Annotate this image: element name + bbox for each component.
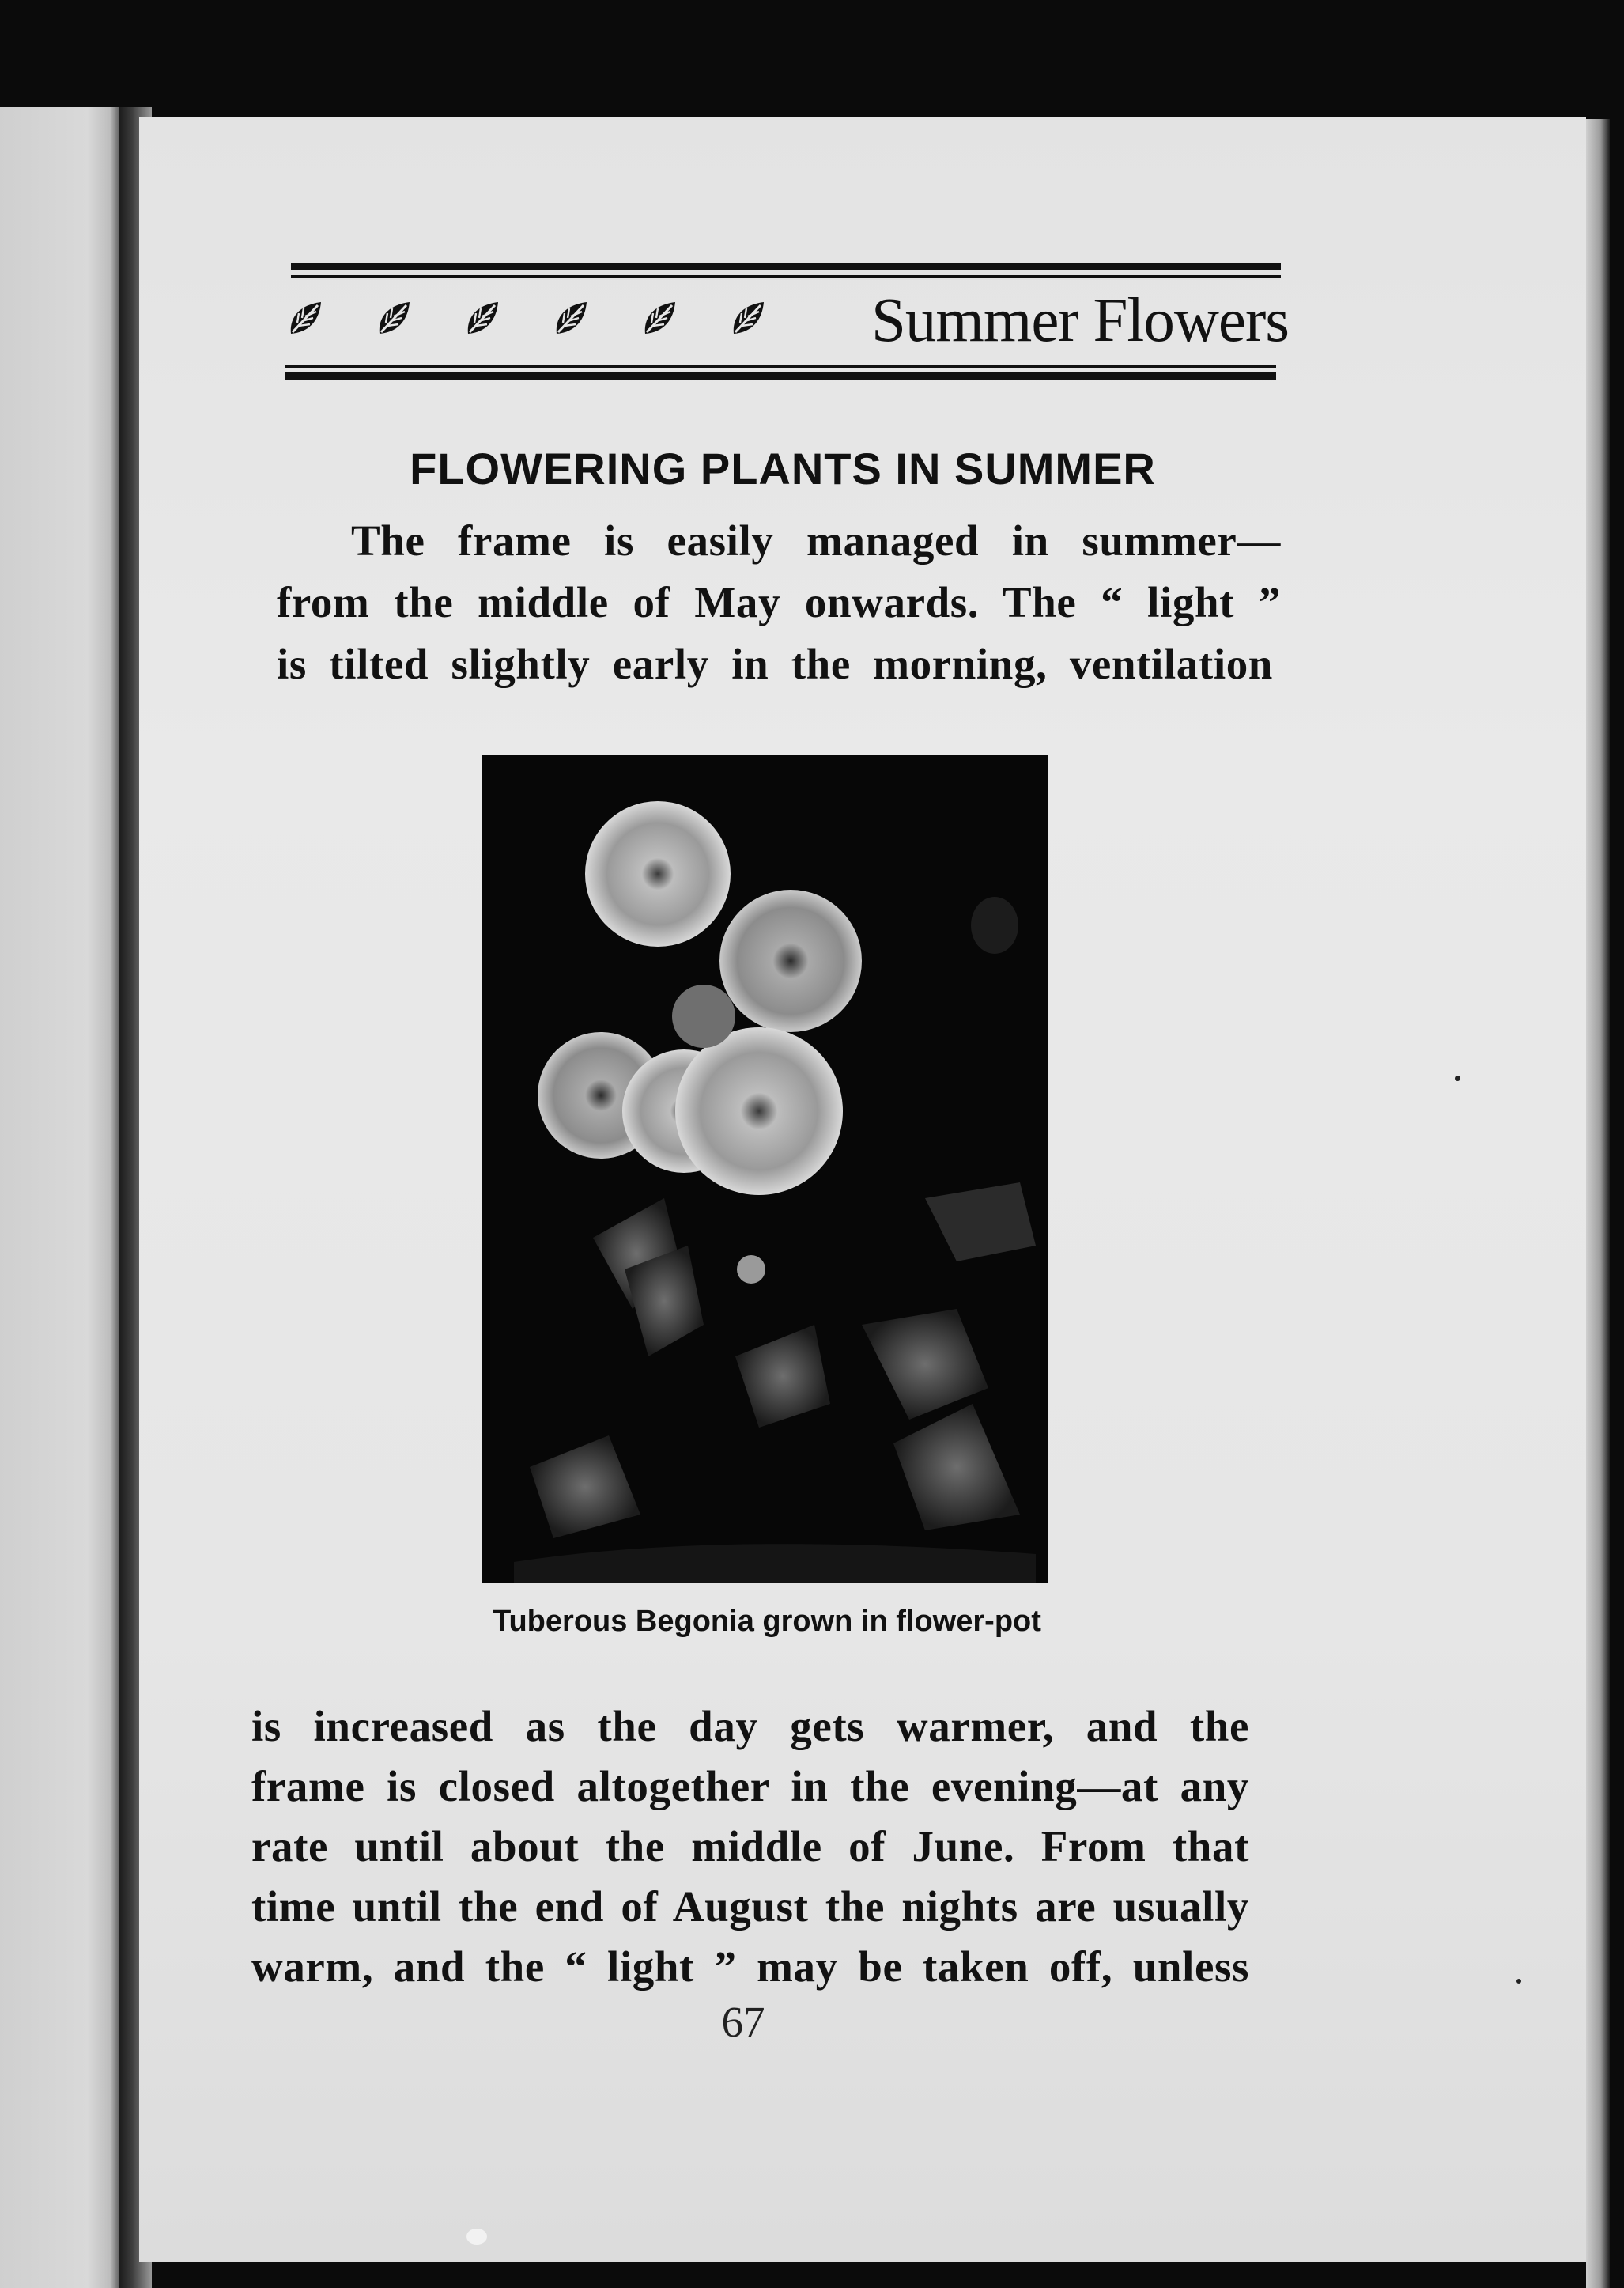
leaf-icon bbox=[286, 299, 326, 338]
header-rule-bottom bbox=[285, 372, 1276, 380]
leaf-icon bbox=[552, 299, 591, 338]
leaf-icon bbox=[375, 299, 414, 338]
leaf-icon bbox=[463, 299, 503, 338]
running-head: Summer Flowers bbox=[871, 286, 1289, 355]
header-rule-top-thin bbox=[291, 275, 1281, 278]
scan-speck bbox=[1455, 1076, 1460, 1081]
body-line: is tilted slightly early in the morning, ventilation bbox=[277, 640, 1273, 688]
leaf-icon bbox=[640, 299, 680, 338]
left-page-edge bbox=[0, 107, 125, 2288]
leaf-ornament-row bbox=[286, 293, 792, 345]
body-line: The frame is easily managed in summer— bbox=[351, 516, 1281, 565]
figure-caption: Tuberous Begonia grown in flower-pot bbox=[493, 1605, 1041, 1638]
header-rule-bottom-thin bbox=[285, 365, 1276, 368]
scan-speck bbox=[466, 2229, 487, 2245]
page-number: 67 bbox=[721, 1998, 765, 2046]
section-heading: FLOWERING PLANTS IN SUMMER bbox=[410, 444, 1156, 494]
body-line: from the middle of May onwards. The “ light ” bbox=[277, 578, 1281, 626]
body-line: frame is closed altogether in the evening—at any bbox=[251, 1762, 1249, 1810]
leaf-icon bbox=[729, 299, 769, 338]
header-rule-top bbox=[291, 263, 1281, 270]
begonia-photograph bbox=[482, 755, 1048, 1583]
scan-speck bbox=[1516, 1979, 1521, 1984]
body-line: rate until about the middle of June. From that bbox=[251, 1822, 1249, 1870]
body-line: time until the end of August the nights are usually bbox=[251, 1882, 1249, 1931]
body-line: is increased as the day gets warmer, and the bbox=[251, 1702, 1249, 1750]
body-line: warm, and the “ light ” may be taken off, unless bbox=[251, 1942, 1249, 1991]
right-page-edge bbox=[1586, 119, 1610, 2288]
